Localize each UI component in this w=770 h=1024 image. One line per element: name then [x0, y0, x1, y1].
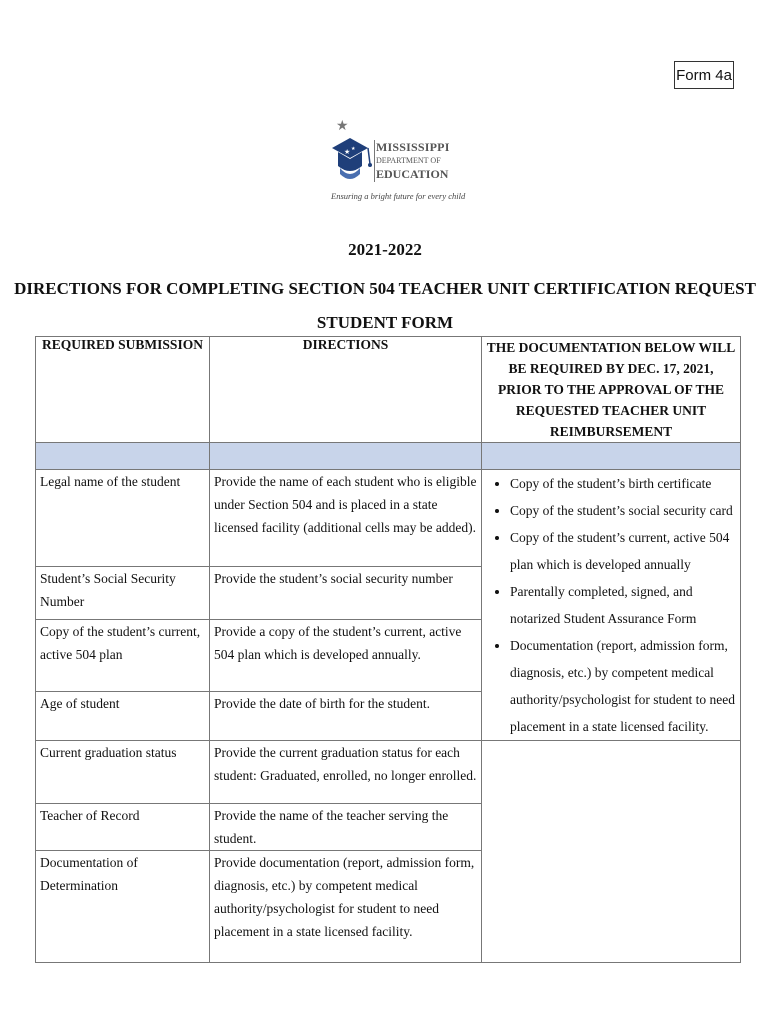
- mde-logo: [330, 119, 466, 208]
- document-subtitle: STUDENT FORM: [316, 313, 454, 332]
- logo-divider: [374, 140, 375, 182]
- document-title: DIRECTIONS FOR COMPLETING SECTION 504 TEACHER UNIT CERTIFICATION REQUEST: [14, 279, 756, 298]
- school-year: 2021-2022: [348, 240, 422, 259]
- direction-cell: Provide a copy of the student’s current, active 504 plan which is developed annually.: [210, 620, 482, 692]
- logo-text-education: EDUCATION: [376, 167, 449, 181]
- table-header-row: [36, 337, 741, 443]
- direction-cell: Provide the name of the teacher serving the student.: [210, 804, 482, 851]
- submission-cell: Copy of the student’s current, active 504 plan: [36, 620, 210, 692]
- shaded-cell: [36, 443, 210, 470]
- header-documentation: THE DOCUMENTATION BELOW WILL BE REQUIRED BY DEC. 17, 2021, PRIOR TO THE APPROVAL OF THE REQUESTED TEACHER UNIT REIMBURSEMENT: [482, 337, 741, 443]
- graduation-cap-emblem-icon: [330, 134, 376, 184]
- submission-cell: Legal name of the student: [36, 470, 210, 567]
- submission-cell: Current graduation status: [36, 741, 210, 804]
- documentation-cell: [482, 470, 741, 741]
- header-required-submission: REQUIRED SUBMISSION: [36, 337, 210, 443]
- list-item: • Documentation (report, admission form, diagnosis, etc.) by competent medical authority/psychologist for student to need placement in a state licensed facility.: [510, 632, 736, 740]
- direction-cell: Provide the current graduation status for each student: Graduated, enrolled, no longer enrolled.: [210, 741, 482, 804]
- list-item: • Copy of the student’s social security card: [510, 497, 736, 524]
- direction-cell: Provide the date of birth for the student.: [210, 691, 482, 740]
- svg-text:★: ★: [351, 146, 356, 152]
- shaded-cell: [210, 443, 482, 470]
- list-item: • Parentally completed, signed, and notarized Student Assurance Form: [510, 578, 736, 632]
- direction-cell: Provide the student’s social security number: [210, 567, 482, 620]
- shaded-cell: [482, 443, 741, 470]
- logo-text-department: DEPARTMENT OF: [376, 156, 441, 165]
- submission-cell: Age of student: [36, 691, 210, 740]
- form-number-label: Form 4a: [674, 61, 734, 89]
- star-icon: ★: [336, 119, 349, 134]
- direction-cell: Provide the name of each student who is eligible under Section 504 and is placed in a state licensed facility (additional cells may be added).: [210, 470, 482, 567]
- submission-cell: Student’s Social Security Number: [36, 567, 210, 620]
- logo-tagline: Ensuring a bright future for every child: [331, 191, 466, 201]
- table-row: [36, 470, 741, 567]
- submission-cell: Teacher of Record: [36, 804, 210, 851]
- list-item: • Copy of the student’s current, active 504 plan which is developed annually: [510, 524, 736, 578]
- svg-text:★: ★: [344, 148, 351, 156]
- documentation-list: [486, 470, 736, 740]
- direction-cell: Provide documentation (report, admission form, diagnosis, etc.) by competent medical authority/psychologist for student to need placement in a state licensed facility.: [210, 851, 482, 963]
- list-item: • Copy of the student’s birth certificate: [510, 470, 736, 497]
- submission-cell: Documentation of Determination: [36, 851, 210, 963]
- directions-table: [35, 336, 741, 963]
- header-directions: DIRECTIONS: [210, 337, 482, 443]
- empty-cell: [482, 741, 741, 963]
- shaded-band-row: [36, 443, 741, 470]
- logo-text-mississippi: MISSISSIPPI: [376, 140, 450, 154]
- table-row: [36, 741, 741, 804]
